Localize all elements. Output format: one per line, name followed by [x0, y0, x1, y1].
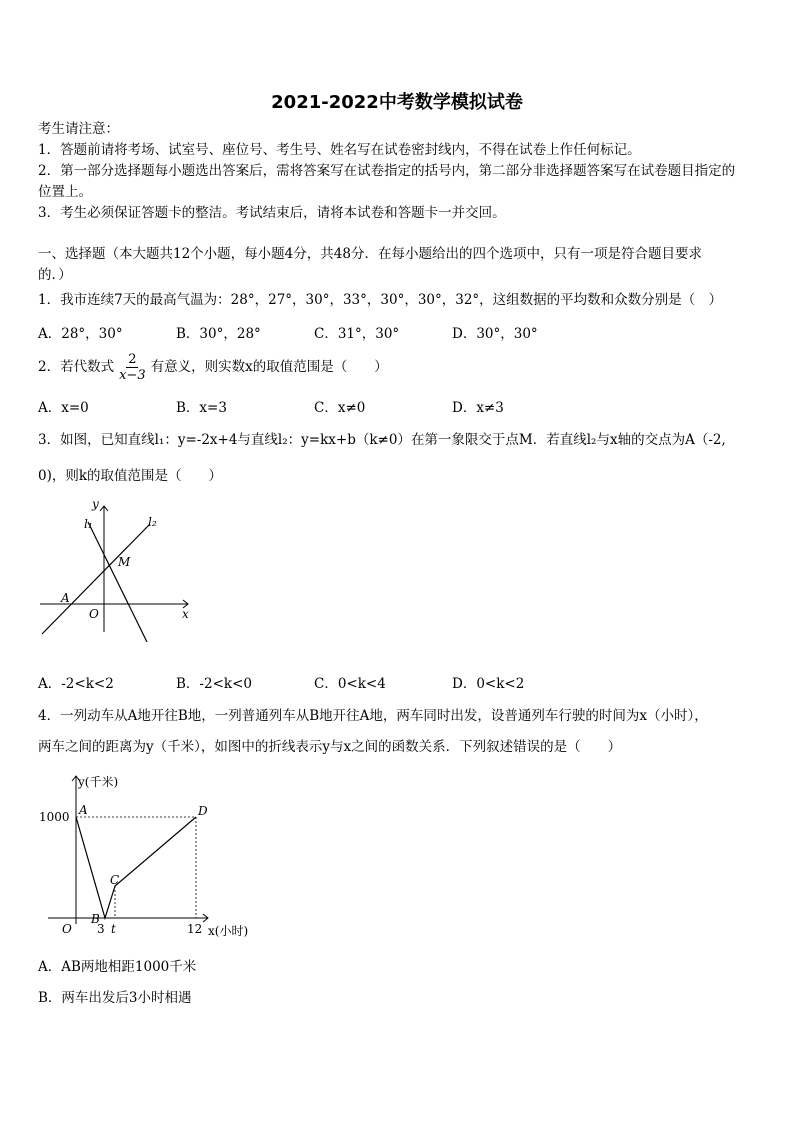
q3-figure: [30, 492, 200, 642]
q3-option-d[interactable]: D．0<k<2: [452, 676, 525, 692]
q2-option-d[interactable]: D．x≠3: [452, 400, 504, 416]
q3-label-a: A: [61, 591, 70, 605]
q4-label-c: C: [110, 873, 120, 887]
q2-option-b[interactable]: B．x=3: [176, 400, 227, 416]
q3-options: [38, 672, 590, 692]
q3-option-c[interactable]: C．0<k<4: [314, 676, 386, 692]
q3-label-l1: l₁: [84, 517, 93, 531]
q3-label-l2: l₂: [148, 515, 157, 529]
q3-label-x: x: [182, 607, 189, 621]
q4-label-1000: 1000: [39, 810, 70, 824]
q3-label-m: M: [118, 555, 131, 569]
q2-frac-den: x−3: [119, 368, 146, 383]
q1-stem: 1．我市连续7天的最高气温为：28°，27°，30°，33°，30°，30°，32°，这组数据的平均数和众数分别是（ ）: [38, 292, 723, 308]
page-title: 2021-2022中考数学模拟试卷: [271, 92, 523, 113]
q3-option-b[interactable]: B．-2<k<0: [176, 676, 252, 692]
q2-option-c[interactable]: C．x≠0: [314, 400, 366, 416]
q4-polyline: [76, 817, 196, 918]
q3-label-o: O: [89, 607, 99, 621]
q4-label-t: t: [111, 922, 116, 936]
q1-option-c[interactable]: C．31°，30°: [314, 326, 400, 342]
q4-option-a[interactable]: A．AB两地相距1000千米: [38, 959, 197, 975]
q1-option-b[interactable]: B．30°，28°: [176, 326, 261, 342]
q4-stem-line1: 4．一列动车从A地开往B地，一列普通列车从B地开往A地，两车同时出发，设普通列车行驶的时间为x（小时），: [38, 708, 708, 724]
q3-option-a[interactable]: A．-2<k<2: [38, 676, 114, 692]
section-heading-cont: 的．）: [38, 267, 72, 283]
q3-line-l1: [88, 522, 147, 642]
notice-item-2: 2．第一部分选择题每小题选出答案后，需将答案写在试卷指定的括号内，第二部分非选择题答案写在试卷题目指定的: [38, 163, 736, 179]
notice-item-1: 1．答题前请将考场、试室号、座位号、考生号、姓名写在试卷密封线内，不得在试卷上作任何标记。: [38, 142, 641, 158]
q4-label-3: 3: [97, 922, 105, 936]
q3-label-y: y: [92, 497, 99, 511]
q4-label-y: y(千米): [78, 775, 119, 789]
q4-label-d: D: [198, 804, 208, 818]
q2-fraction: [117, 352, 148, 383]
q1-options: [38, 322, 590, 342]
q2-options: [38, 396, 590, 416]
q4-label-o: O: [62, 922, 72, 936]
q2-frac-num: 2: [128, 352, 137, 367]
q4-label-a: A: [79, 803, 88, 817]
q3-stem-line2: 0)，则k的取值范围是（ ）: [38, 468, 223, 484]
q4-option-b[interactable]: B．两车出发后3小时相遇: [38, 990, 192, 1006]
q2-stem: [38, 350, 388, 384]
q4-stem-line2: 两车之间的距离为y（千米），如图中的折线表示y与x之间的函数关系．下列叙述错误的是（ ）: [38, 739, 622, 755]
notice-item-2-cont: 位置上。: [38, 184, 92, 200]
q4-label-12: 12: [187, 922, 203, 936]
q2-suffix: 有意义，则实数x的取值范围是（ ）: [150, 359, 388, 375]
q1-option-a[interactable]: A．28°，30°: [38, 326, 123, 342]
q3-stem-line1: 3．如图，已知直线l₁：y=-2x+4与直线l₂：y=kx+b（k≠0）在第一象限交于点M．若直线l₂与x轴的交点为A（-2,: [38, 432, 726, 448]
notice-heading: 考生请注意：: [38, 121, 119, 137]
section-heading: 一、选择题（本大题共12个小题，每小题4分，共48分．在每小题给出的四个选项中，只有一项是符合题目要求: [38, 246, 702, 262]
q1-option-d[interactable]: D．30°，30°: [452, 326, 538, 342]
q4-label-b: B: [91, 912, 100, 926]
notice-item-3: 3．考生必须保证答题卡的整洁。考试结束后，请将本试卷和答题卡一并交回。: [38, 205, 506, 221]
q4-figure: [36, 764, 266, 944]
q4-label-x: x(小时): [208, 924, 249, 938]
q2-prefix: 2．若代数式: [38, 359, 115, 375]
q2-option-a[interactable]: A．x=0: [38, 400, 89, 416]
